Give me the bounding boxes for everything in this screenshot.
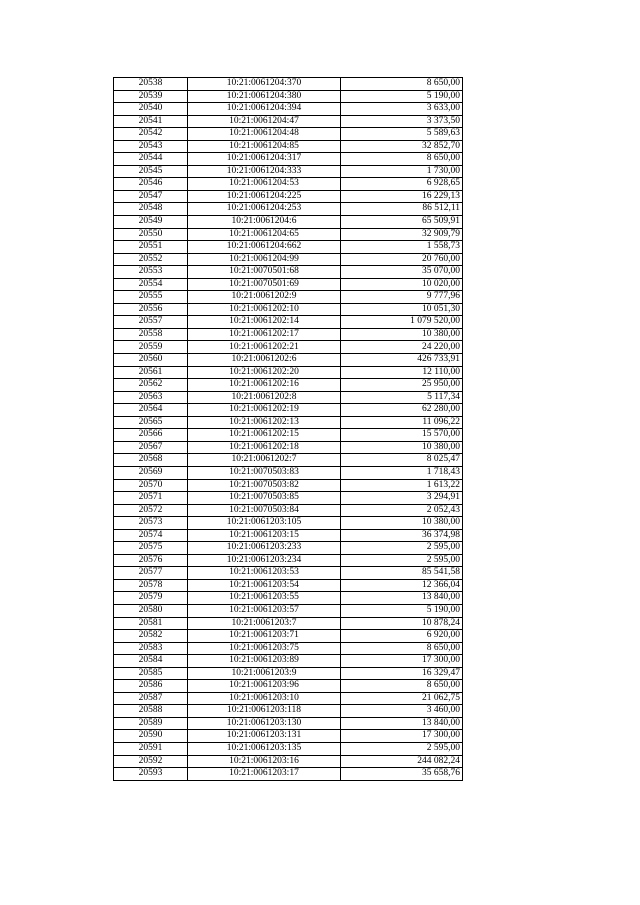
- row-number-cell: 20575: [114, 542, 188, 555]
- cadastral-number-cell: 10:21:0061203:89: [188, 655, 341, 668]
- amount-cell: 62 280,00: [341, 404, 463, 417]
- amount-cell: 8 650,00: [341, 78, 463, 91]
- table-row: [114, 216, 463, 229]
- table-row: [114, 90, 463, 103]
- table-row: [114, 466, 463, 479]
- table-row: [114, 153, 463, 166]
- table-row: [114, 441, 463, 454]
- row-number-cell: 20544: [114, 153, 188, 166]
- amount-cell: 16 329,47: [341, 667, 463, 680]
- amount-cell: 1 558,73: [341, 241, 463, 254]
- amount-cell: 1 718,43: [341, 466, 463, 479]
- row-number-cell: 20556: [114, 303, 188, 316]
- amount-cell: 3 460,00: [341, 705, 463, 718]
- row-number-cell: 20586: [114, 680, 188, 693]
- row-number-cell: 20580: [114, 604, 188, 617]
- cadastral-number-cell: 10:21:0061204:85: [188, 140, 341, 153]
- cadastral-number-cell: 10:21:0061204:394: [188, 103, 341, 116]
- table-row: [114, 692, 463, 705]
- cadastral-number-cell: 10:21:0061202:14: [188, 316, 341, 329]
- table-row: [114, 768, 463, 781]
- amount-cell: 1 079 520,00: [341, 316, 463, 329]
- amount-cell: 17 300,00: [341, 655, 463, 668]
- table-row: [114, 617, 463, 630]
- row-number-cell: 20582: [114, 630, 188, 643]
- row-number-cell: 20543: [114, 140, 188, 153]
- cadastral-number-cell: 10:21:0061203:234: [188, 554, 341, 567]
- cadastral-number-cell: 10:21:0061203:130: [188, 717, 341, 730]
- table-row: [114, 404, 463, 417]
- row-number-cell: 20538: [114, 78, 188, 91]
- amount-cell: 11 096,22: [341, 416, 463, 429]
- cadastral-number-cell: 10:21:0061204:380: [188, 90, 341, 103]
- cadastral-number-cell: 10:21:0061202:10: [188, 303, 341, 316]
- cadastral-number-cell: 10:21:0061204:253: [188, 203, 341, 216]
- cadastral-number-cell: 10:21:0061204:317: [188, 153, 341, 166]
- cadastral-number-cell: 10:21:0061203:71: [188, 630, 341, 643]
- amount-cell: 6 928,65: [341, 178, 463, 191]
- table-row: [114, 630, 463, 643]
- table-row: [114, 266, 463, 279]
- row-number-cell: 20562: [114, 379, 188, 392]
- amount-cell: 2 595,00: [341, 542, 463, 555]
- table-row: [114, 730, 463, 743]
- amount-cell: 36 374,98: [341, 529, 463, 542]
- row-number-cell: 20578: [114, 579, 188, 592]
- cadastral-number-cell: 10:21:0070503:84: [188, 504, 341, 517]
- cadastral-number-cell: 10:21:0061204:6: [188, 216, 341, 229]
- amount-cell: 32 909,79: [341, 228, 463, 241]
- table-row: [114, 190, 463, 203]
- table-row: [114, 755, 463, 768]
- cadastral-number-cell: 10:21:0061203:15: [188, 529, 341, 542]
- cadastral-number-cell: 10:21:0070503:82: [188, 479, 341, 492]
- amount-cell: 85 541,58: [341, 567, 463, 580]
- table-row: [114, 128, 463, 141]
- table-row: [114, 178, 463, 191]
- table-row: [114, 529, 463, 542]
- row-number-cell: 20581: [114, 617, 188, 630]
- cadastral-number-cell: 10:21:0061203:17: [188, 768, 341, 781]
- amount-cell: 8 650,00: [341, 680, 463, 693]
- cadastral-number-cell: 10:21:0061203:135: [188, 742, 341, 755]
- cadastral-number-cell: 10:21:0061202:13: [188, 416, 341, 429]
- row-number-cell: 20585: [114, 667, 188, 680]
- row-number-cell: 20553: [114, 266, 188, 279]
- row-number-cell: 20546: [114, 178, 188, 191]
- row-number-cell: 20574: [114, 529, 188, 542]
- row-number-cell: 20548: [114, 203, 188, 216]
- table-row: [114, 78, 463, 91]
- amount-cell: 8 650,00: [341, 642, 463, 655]
- table-row: [114, 642, 463, 655]
- amount-cell: 1 613,22: [341, 479, 463, 492]
- table-row: [114, 517, 463, 530]
- amount-cell: 16 229,13: [341, 190, 463, 203]
- row-number-cell: 20547: [114, 190, 188, 203]
- row-number-cell: 20563: [114, 391, 188, 404]
- cadastral-number-cell: 10:21:0061203:55: [188, 592, 341, 605]
- row-number-cell: 20593: [114, 768, 188, 781]
- amount-cell: 12 366,04: [341, 579, 463, 592]
- table-row: [114, 303, 463, 316]
- table-row: [114, 655, 463, 668]
- row-number-cell: 20567: [114, 441, 188, 454]
- cadastral-number-cell: 10:21:0070503:85: [188, 492, 341, 505]
- amount-cell: 5 117,34: [341, 391, 463, 404]
- cadastral-amount-table: [113, 77, 463, 781]
- row-number-cell: 20566: [114, 429, 188, 442]
- amount-cell: 25 950,00: [341, 379, 463, 392]
- row-number-cell: 20591: [114, 742, 188, 755]
- amount-cell: 24 220,00: [341, 341, 463, 354]
- amount-cell: 12 110,00: [341, 366, 463, 379]
- amount-cell: 86 512,11: [341, 203, 463, 216]
- cadastral-number-cell: 10:21:0061202:9: [188, 291, 341, 304]
- cadastral-number-cell: 10:21:0061204:65: [188, 228, 341, 241]
- table-row: [114, 103, 463, 116]
- row-number-cell: 20577: [114, 567, 188, 580]
- table-row: [114, 742, 463, 755]
- cadastral-number-cell: 10:21:0061202:7: [188, 454, 341, 467]
- table-row: [114, 115, 463, 128]
- table-row: [114, 567, 463, 580]
- table-row: [114, 140, 463, 153]
- cadastral-number-cell: 10:21:0061202:6: [188, 354, 341, 367]
- row-number-cell: 20554: [114, 278, 188, 291]
- table-row: [114, 479, 463, 492]
- cadastral-number-cell: 10:21:0061204:370: [188, 78, 341, 91]
- table-row: [114, 291, 463, 304]
- table-row: [114, 592, 463, 605]
- row-number-cell: 20592: [114, 755, 188, 768]
- table-row: [114, 454, 463, 467]
- cadastral-number-cell: 10:21:0061204:662: [188, 241, 341, 254]
- row-number-cell: 20540: [114, 103, 188, 116]
- table-row: [114, 705, 463, 718]
- amount-cell: 2 595,00: [341, 554, 463, 567]
- cadastral-number-cell: 10:21:0061202:17: [188, 328, 341, 341]
- amount-cell: 10 380,00: [341, 441, 463, 454]
- cadastral-number-cell: 10:21:0061203:16: [188, 755, 341, 768]
- cadastral-number-cell: 10:21:0061203:57: [188, 604, 341, 617]
- cadastral-number-cell: 10:21:0061203:118: [188, 705, 341, 718]
- table-row: [114, 667, 463, 680]
- row-number-cell: 20539: [114, 90, 188, 103]
- row-number-cell: 20559: [114, 341, 188, 354]
- table-row: [114, 542, 463, 555]
- amount-cell: 35 070,00: [341, 266, 463, 279]
- amount-cell: 13 840,00: [341, 592, 463, 605]
- table-row: [114, 354, 463, 367]
- amount-cell: 3 373,50: [341, 115, 463, 128]
- cadastral-number-cell: 10:21:0061203:7: [188, 617, 341, 630]
- amount-cell: 8 650,00: [341, 153, 463, 166]
- row-number-cell: 20541: [114, 115, 188, 128]
- row-number-cell: 20549: [114, 216, 188, 229]
- amount-cell: 6 920,00: [341, 630, 463, 643]
- cadastral-number-cell: 10:21:0070501:69: [188, 278, 341, 291]
- cadastral-number-cell: 10:21:0061202:15: [188, 429, 341, 442]
- row-number-cell: 20579: [114, 592, 188, 605]
- row-number-cell: 20590: [114, 730, 188, 743]
- amount-cell: 5 190,00: [341, 604, 463, 617]
- cadastral-number-cell: 10:21:0061202:21: [188, 341, 341, 354]
- cadastral-number-cell: 10:21:0061204:47: [188, 115, 341, 128]
- amount-cell: 2 052,43: [341, 504, 463, 517]
- table-row: [114, 165, 463, 178]
- row-number-cell: 20589: [114, 717, 188, 730]
- amount-cell: 5 190,00: [341, 90, 463, 103]
- cadastral-number-cell: 10:21:0061204:99: [188, 253, 341, 266]
- table-row: [114, 379, 463, 392]
- table-row: [114, 278, 463, 291]
- row-number-cell: 20569: [114, 466, 188, 479]
- cadastral-number-cell: 10:21:0070503:83: [188, 466, 341, 479]
- amount-cell: 17 300,00: [341, 730, 463, 743]
- amount-cell: 20 760,00: [341, 253, 463, 266]
- row-number-cell: 20572: [114, 504, 188, 517]
- amount-cell: 32 852,70: [341, 140, 463, 153]
- amount-cell: 2 595,00: [341, 742, 463, 755]
- amount-cell: 10 051,30: [341, 303, 463, 316]
- table-row: [114, 316, 463, 329]
- cadastral-number-cell: 10:21:0061202:8: [188, 391, 341, 404]
- cadastral-number-cell: 10:21:0061203:10: [188, 692, 341, 705]
- amount-cell: 426 733,91: [341, 354, 463, 367]
- cadastral-number-cell: 10:21:0061203:131: [188, 730, 341, 743]
- table-row: [114, 416, 463, 429]
- amount-cell: 35 658,76: [341, 768, 463, 781]
- amount-cell: 1 730,00: [341, 165, 463, 178]
- table-row: [114, 366, 463, 379]
- table-row: [114, 341, 463, 354]
- table-row: [114, 253, 463, 266]
- row-number-cell: 20545: [114, 165, 188, 178]
- row-number-cell: 20560: [114, 354, 188, 367]
- cadastral-number-cell: 10:21:0061202:20: [188, 366, 341, 379]
- cadastral-number-cell: 10:21:0061204:48: [188, 128, 341, 141]
- row-number-cell: 20552: [114, 253, 188, 266]
- amount-cell: 21 062,75: [341, 692, 463, 705]
- cadastral-number-cell: 10:21:0061204:53: [188, 178, 341, 191]
- row-number-cell: 20573: [114, 517, 188, 530]
- row-number-cell: 20542: [114, 128, 188, 141]
- row-number-cell: 20570: [114, 479, 188, 492]
- table-row: [114, 203, 463, 216]
- row-number-cell: 20583: [114, 642, 188, 655]
- table-row: [114, 554, 463, 567]
- row-number-cell: 20558: [114, 328, 188, 341]
- row-number-cell: 20587: [114, 692, 188, 705]
- cadastral-number-cell: 10:21:0061202:16: [188, 379, 341, 392]
- amount-cell: 10 380,00: [341, 328, 463, 341]
- row-number-cell: 20588: [114, 705, 188, 718]
- amount-cell: 10 380,00: [341, 517, 463, 530]
- cadastral-number-cell: 10:21:0061202:19: [188, 404, 341, 417]
- row-number-cell: 20551: [114, 241, 188, 254]
- cadastral-number-cell: 10:21:0061203:9: [188, 667, 341, 680]
- amount-cell: 10 020,00: [341, 278, 463, 291]
- cadastral-number-cell: 10:21:0061203:54: [188, 579, 341, 592]
- table-row: [114, 604, 463, 617]
- table-row: [114, 492, 463, 505]
- row-number-cell: 20568: [114, 454, 188, 467]
- row-number-cell: 20571: [114, 492, 188, 505]
- cadastral-number-cell: 10:21:0070501:68: [188, 266, 341, 279]
- table-row: [114, 717, 463, 730]
- cadastral-number-cell: 10:21:0061203:75: [188, 642, 341, 655]
- table-row: [114, 579, 463, 592]
- row-number-cell: 20561: [114, 366, 188, 379]
- table-row: [114, 429, 463, 442]
- row-number-cell: 20550: [114, 228, 188, 241]
- row-number-cell: 20555: [114, 291, 188, 304]
- cadastral-number-cell: 10:21:0061204:333: [188, 165, 341, 178]
- cadastral-number-cell: 10:21:0061203:53: [188, 567, 341, 580]
- cadastral-number-cell: 10:21:0061204:225: [188, 190, 341, 203]
- table-row: [114, 680, 463, 693]
- table-row: [114, 504, 463, 517]
- amount-cell: 244 082,24: [341, 755, 463, 768]
- amount-cell: 3 633,00: [341, 103, 463, 116]
- amount-cell: 3 294,91: [341, 492, 463, 505]
- amount-cell: 15 570,00: [341, 429, 463, 442]
- table-row: [114, 228, 463, 241]
- table-row: [114, 328, 463, 341]
- row-number-cell: 20565: [114, 416, 188, 429]
- amount-cell: 65 509,91: [341, 216, 463, 229]
- amount-cell: 5 589,63: [341, 128, 463, 141]
- amount-cell: 9 777,96: [341, 291, 463, 304]
- row-number-cell: 20584: [114, 655, 188, 668]
- amount-cell: 10 878,24: [341, 617, 463, 630]
- table-body: [114, 78, 463, 781]
- table-row: [114, 241, 463, 254]
- cadastral-number-cell: 10:21:0061202:18: [188, 441, 341, 454]
- cadastral-number-cell: 10:21:0061203:96: [188, 680, 341, 693]
- row-number-cell: 20557: [114, 316, 188, 329]
- amount-cell: 13 840,00: [341, 717, 463, 730]
- cadastral-number-cell: 10:21:0061203:233: [188, 542, 341, 555]
- row-number-cell: 20576: [114, 554, 188, 567]
- amount-cell: 8 025,47: [341, 454, 463, 467]
- table-row: [114, 391, 463, 404]
- row-number-cell: 20564: [114, 404, 188, 417]
- cadastral-number-cell: 10:21:0061203:105: [188, 517, 341, 530]
